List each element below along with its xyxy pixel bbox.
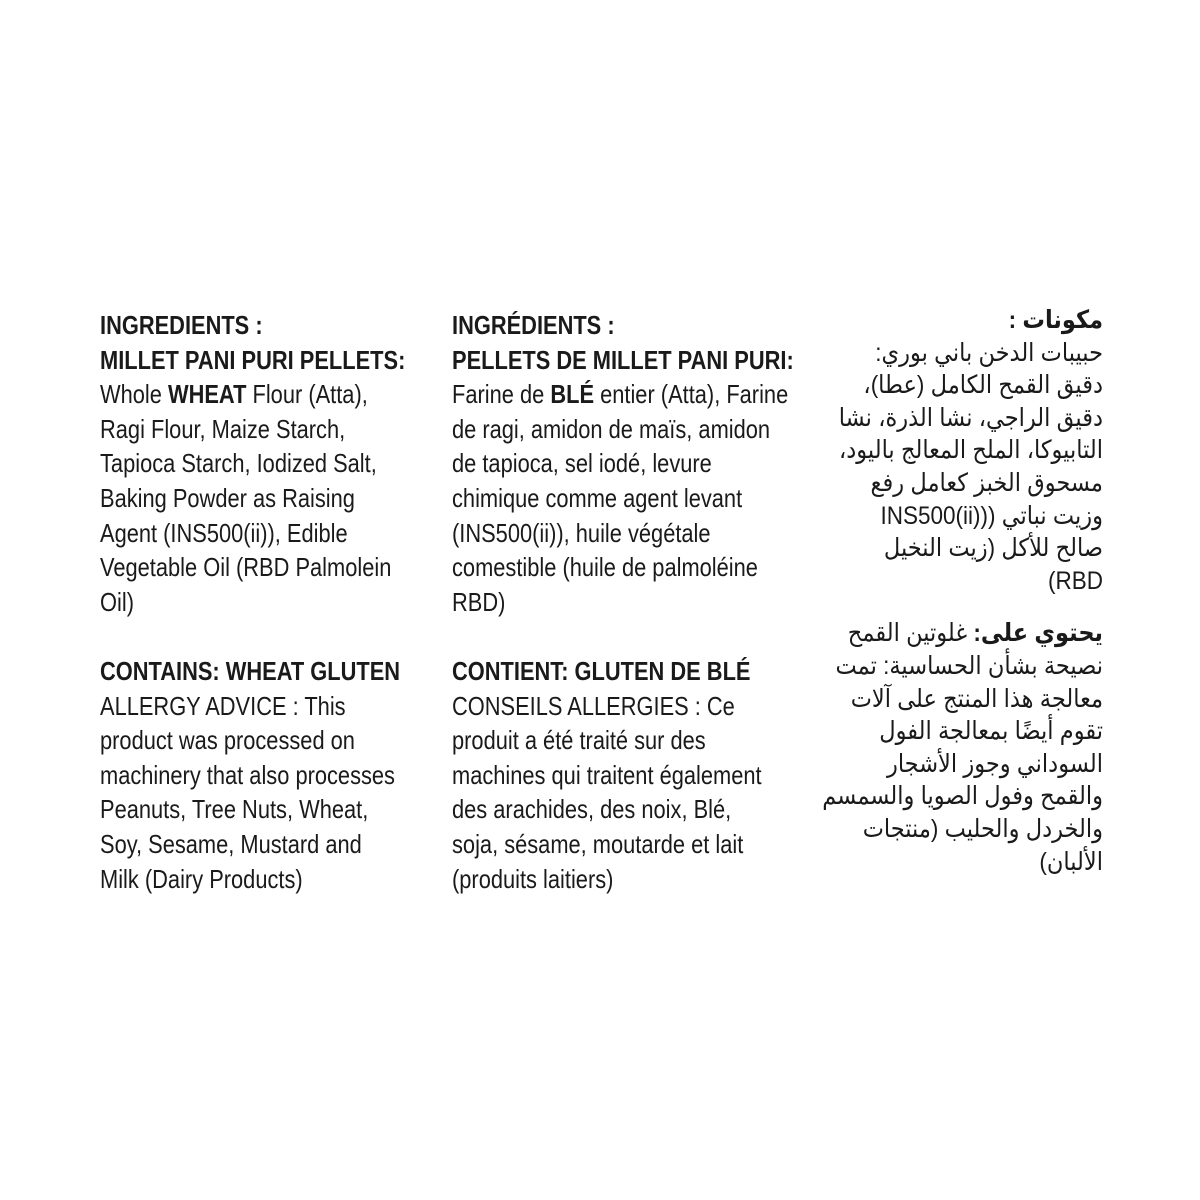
ingredient-line: التابيوكا، الملح المعالج باليود، <box>839 436 1103 465</box>
ingredient-line: Farine de BLÉ entier (Atta), Farine <box>452 379 789 410</box>
allergy-line: تقوم أيضًا بمعالجة الفول <box>879 717 1103 746</box>
french-heading: INGRÉDIENTS : <box>452 310 615 340</box>
ingredient-line: دقيق القمح الكامل (عطا)، <box>863 371 1103 400</box>
allergy-line: Milk (Dairy Products) <box>100 863 303 894</box>
allergy-line: نصيحة بشأن الحساسية: تمت <box>835 651 1103 680</box>
french-contains: CONTIENT: GLUTEN DE BLÉ <box>452 655 751 686</box>
ingredient-line: دقيق الراجي، نشا الذرة، نشا <box>838 403 1103 432</box>
french-ingredients <box>452 377 824 619</box>
allergy-line: والقمح وفول الصويا والسمسم <box>822 782 1103 811</box>
allergy-line: السوداني وجوز الأشجار <box>886 749 1103 778</box>
allergen-highlight: WHEAT <box>167 379 247 410</box>
french-column <box>452 308 824 896</box>
allergy-line: product was processed on <box>100 725 355 756</box>
ingredient-line: RBD) <box>1047 566 1103 595</box>
arabic-contains-value: غلوتين القمح <box>847 619 974 648</box>
french-allergy-advice <box>452 689 824 897</box>
english-ingredients <box>100 377 440 619</box>
ingredient-line: de ragi, amidon de maïs, amidon <box>452 413 771 444</box>
ingredient-line: حبيبات الدخن باني بوري: <box>875 338 1103 367</box>
english-heading: INGREDIENTS : <box>100 310 263 340</box>
arabic-contains <box>844 617 1103 650</box>
allergy-line: ALLERGY ADVICE : This <box>100 690 346 721</box>
ingredient-line: (INS500(ii)), huile végétale <box>452 517 711 548</box>
ingredient-line: RBD) <box>452 586 506 617</box>
allergy-line: والخردل والحليب (منتجات <box>862 814 1103 843</box>
allergen-highlight: BLÉ <box>550 379 595 410</box>
ingredient-line: Baking Powder as Raising <box>100 482 355 513</box>
arabic-column <box>815 304 1103 878</box>
allergy-line: soja, sésame, moutarde et lait <box>452 828 744 859</box>
ingredient-line: Vegetable Oil (RBD Palmolein <box>100 552 392 583</box>
arabic-ingredients <box>815 337 1103 598</box>
allergy-line: Peanuts, Tree Nuts, Wheat, <box>100 794 369 825</box>
allergy-line: produit a été traité sur des <box>452 725 706 756</box>
ingredient-line: وزيت نباتي ((INS500(ii) <box>880 501 1103 530</box>
english-allergy-advice <box>100 689 440 897</box>
arabic-contains-label: يحتوي على: <box>973 619 1103 648</box>
ingredient-line: مسحوق الخبز كعامل رفع <box>870 468 1103 497</box>
english-column <box>100 308 440 896</box>
english-contains: CONTAINS: WHEAT GLUTEN <box>100 655 401 686</box>
allergy-line: معالجة هذا المنتج على آلات <box>850 684 1103 713</box>
arabic-heading: مكونات : <box>1008 306 1103 334</box>
allergy-line: machines qui traitent également <box>452 759 762 790</box>
allergy-line: (produits laitiers) <box>452 863 614 894</box>
allergy-line: Soy, Sesame, Mustard and <box>100 828 362 859</box>
ingredient-line: صالح للأكل (زيت النخيل <box>883 534 1103 563</box>
ingredient-line: Agent (INS500(ii)), Edible <box>100 517 348 548</box>
ingredient-line: Whole WHEAT Flour (Atta), <box>100 379 368 410</box>
arabic-allergy-advice <box>815 650 1103 878</box>
allergy-line: des arachides, des noix, Blé, <box>452 794 732 825</box>
ingredient-line: Oil) <box>100 586 134 617</box>
english-subheading: MILLET PANI PURI PELLETS: <box>100 344 406 375</box>
allergy-line: الألبان) <box>1039 847 1103 876</box>
allergy-line: CONSEILS ALLERGIES : Ce <box>452 690 735 721</box>
ingredient-line: chimique comme agent levant <box>452 482 743 513</box>
allergy-line: machinery that also processes <box>100 759 395 790</box>
french-subheading: PELLETS DE MILLET PANI PURI: <box>452 344 794 375</box>
ingredient-line: Tapioca Starch, Iodized Salt, <box>100 448 377 479</box>
ingredient-line: comestible (huile de palmoléine <box>452 552 758 583</box>
ingredient-line: Ragi Flour, Maize Starch, <box>100 413 346 444</box>
ingredient-line: de tapioca, sel iodé, levure <box>452 448 712 479</box>
